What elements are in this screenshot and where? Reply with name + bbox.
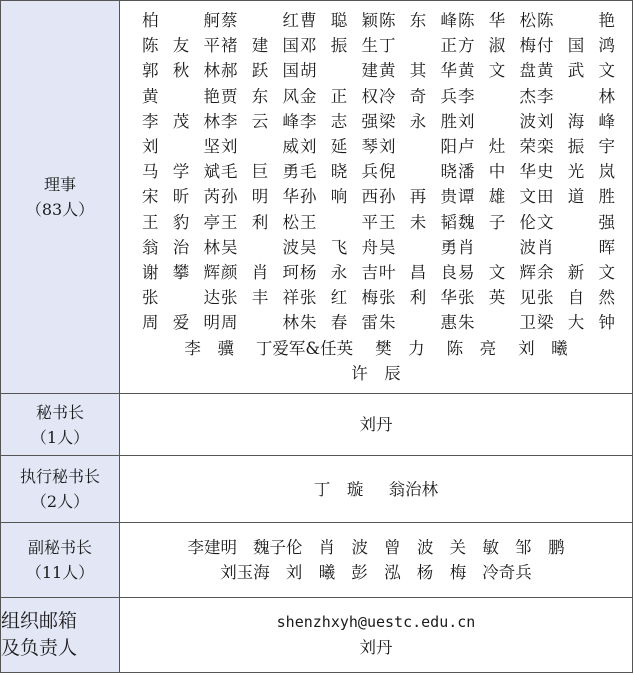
secretary-general-label-title: 秘书长 <box>35 402 84 422</box>
council-member-name: 金正权 <box>300 86 378 106</box>
deputy-secretary-name: 刘玉海 <box>220 563 270 582</box>
council-member-name: 余新文 <box>537 263 615 283</box>
executive-secretary-cell <box>120 456 633 523</box>
council-member-name: 黄武文 <box>537 61 615 81</box>
council-member-name: 潘中华 <box>458 162 536 182</box>
deputy-secretary-name: 彭 泓 <box>351 563 401 582</box>
council-member-name: 李云峰 <box>221 111 299 131</box>
council-member-name: 黄其华 <box>379 61 457 81</box>
council-member-name: 黄文盘 <box>458 61 536 81</box>
council-member-name: 卢灶荣 <box>458 137 536 157</box>
contact-person: 刘丹 <box>359 638 393 657</box>
council-member-name: 易文辉 <box>458 263 536 283</box>
council-member-name: 李 杰 <box>458 86 536 106</box>
council-label <box>1 1 120 394</box>
council-names-grid <box>120 8 632 336</box>
council-member-name: 吴 波 <box>221 237 299 257</box>
contact-label-line-2: 及负责人 <box>1 637 78 659</box>
deputy-secretary-label <box>1 523 120 598</box>
council-member-name: 张利华 <box>379 288 457 308</box>
deputy-secretary-name: 杨 梅 <box>416 563 467 582</box>
secretary-general-row <box>1 394 633 456</box>
council-member-name: 郭秋林 <box>142 61 220 81</box>
council-member-name: 刘 坚 <box>142 137 220 157</box>
council-member-name: 付国鸿 <box>537 36 615 56</box>
contact-label <box>1 598 120 673</box>
deputy-secretary-names-line-2 <box>120 560 632 585</box>
deputy-secretary-cell <box>120 523 633 598</box>
contact-cell <box>120 598 633 673</box>
council-extra-names <box>120 336 632 361</box>
council-member-name: 樊 力 <box>375 338 425 358</box>
deputy-secretary-name: 冷奇兵 <box>482 563 532 582</box>
council-member-name: 宋昕芮 <box>142 187 220 207</box>
council-member-name: 文 强 <box>537 212 615 232</box>
council-member-name: 丁 正 <box>379 36 457 56</box>
council-member-name: 吴飞舟 <box>300 237 378 257</box>
council-member-name: 王未韬 <box>379 212 457 232</box>
council-member-name: 肖 晖 <box>537 237 615 257</box>
council-member-name: 孙再贵 <box>379 187 457 207</box>
council-member-name: 颜肖珂 <box>221 263 299 283</box>
council-member-name: 王利松 <box>221 212 299 232</box>
contact-email: shenzhxyh@uestc.edu.cn <box>276 613 476 631</box>
deputy-secretary-name: 刘 曦 <box>285 563 336 582</box>
council-member-name: 刘延琴 <box>300 137 378 157</box>
council-member-name: 陈 亮 <box>446 338 497 358</box>
council-member-name: 李茂林 <box>142 111 220 131</box>
council-member-name: 陈 艳 <box>537 11 615 30</box>
council-member-name: 蔡 红 <box>221 11 299 30</box>
contact-row <box>1 598 633 673</box>
council-member-name: 刘 阳 <box>379 137 457 157</box>
council-member-name: 柏 舸 <box>142 11 220 30</box>
council-member-name: 周 林 <box>221 313 299 333</box>
executive-secretary-label-count: （2人） <box>30 492 90 511</box>
deputy-secretary-name: 魏子伦 <box>253 537 303 557</box>
deputy-secretary-name: 关 敏 <box>449 537 499 557</box>
deputy-secretary-name: 曾 波 <box>384 537 434 557</box>
council-member-name: 孙响西 <box>300 187 378 207</box>
council-member-name: 曹聪颖 <box>300 11 378 30</box>
deputy-secretary-names-line-1 <box>120 535 632 560</box>
council-member-name: 田道胜 <box>537 187 615 207</box>
council-member-name: 胡 建 <box>300 61 378 81</box>
council-member-name: 邓振生 <box>300 36 378 56</box>
deputy-secretary-label-title: 副秘书长 <box>27 538 92 557</box>
executive-secretary-label-title: 执行秘书长 <box>19 467 100 486</box>
council-member-name: 刘 曦 <box>518 338 568 358</box>
council-member-name: 朱 惠 <box>379 313 457 333</box>
council-member-name: 翁治林 <box>142 237 220 257</box>
council-member-name: 栾振宇 <box>537 137 615 157</box>
council-member-name: 刘 波 <box>458 111 536 131</box>
secretary-general-label-count: （1人） <box>30 427 90 447</box>
council-member-name: 褚建国 <box>221 36 299 56</box>
council-member-name: 朱春雷 <box>300 313 378 333</box>
council-member-name: 王豹亭 <box>142 212 220 232</box>
council-member-name: 贾东风 <box>221 86 299 106</box>
council-last-name-line <box>120 361 632 386</box>
council-member-name: 魏子伦 <box>458 212 536 232</box>
deputy-secretary-name: 肖 波 <box>318 537 368 557</box>
council-last-name: 许 辰 <box>351 363 401 383</box>
council-member-name: 叶昌良 <box>379 263 457 283</box>
council-member-name: 张丰祥 <box>221 288 299 308</box>
executive-secretary-name: 丁 璇 <box>313 479 364 499</box>
council-member-name: 陈华松 <box>458 11 536 30</box>
council-member-name: 冷奇兵 <box>379 86 457 106</box>
council-member-name: 张自然 <box>537 288 615 308</box>
contact-label-line-1: 组织邮箱 <box>1 610 78 632</box>
council-member-name: 刘海峰 <box>537 111 615 131</box>
council-member-name: 肖 波 <box>458 237 536 257</box>
council-label-title: 理事 <box>43 175 76 194</box>
council-member-name: 李 骥 <box>184 338 234 358</box>
council-member-name: 张英见 <box>458 288 536 308</box>
council-member-name: 陈东峰 <box>379 11 457 30</box>
council-row <box>1 1 633 394</box>
executive-secretary-row <box>1 456 633 523</box>
council-member-name: 丁爱军&任英 <box>255 338 354 358</box>
secretary-general-label <box>1 394 120 456</box>
council-member-name: 张红梅 <box>300 288 378 308</box>
council-member-name: 吴 勇 <box>379 237 457 257</box>
council-member-name: 陈友平 <box>142 36 220 56</box>
secretary-general-cell <box>120 394 633 456</box>
council-member-name: 倪 晓 <box>379 162 457 182</box>
council-member-name: 张 达 <box>142 288 220 308</box>
council-member-name: 孙明华 <box>221 187 299 207</box>
council-member-name: 刘 威 <box>221 137 299 157</box>
council-member-name: 梁大钟 <box>537 313 615 333</box>
council-member-name: 李志强 <box>300 111 378 131</box>
council-member-name: 方淑梅 <box>458 36 536 56</box>
council-member-name: 周爱明 <box>142 313 220 333</box>
council-member-name: 杨永吉 <box>300 263 378 283</box>
secretary-general-name: 刘丹 <box>359 415 393 434</box>
executive-secretary-name: 翁治林 <box>388 479 439 499</box>
council-member-name: 郝跃国 <box>221 61 299 81</box>
council-member-name: 王 平 <box>300 212 378 232</box>
deputy-secretary-name: 李建明 <box>187 537 237 557</box>
council-member-name: 史光岚 <box>537 162 615 182</box>
council-member-name: 毛晓兵 <box>300 162 378 182</box>
council-member-name: 谭雄文 <box>458 187 536 207</box>
council-names-cell <box>120 1 633 394</box>
council-member-name: 朱 卫 <box>458 313 536 333</box>
deputy-secretary-row <box>1 523 633 598</box>
council-label-count: （83人） <box>25 200 95 219</box>
council-member-name: 李 林 <box>537 86 615 106</box>
council-member-name: 谢攀辉 <box>142 263 220 283</box>
deputy-secretary-label-count: （11人） <box>25 563 95 582</box>
council-member-name: 梁永胜 <box>379 111 457 131</box>
deputy-secretary-name: 邹 鹏 <box>515 537 565 557</box>
council-member-name: 黄 艳 <box>142 86 220 106</box>
council-member-name: 毛巨勇 <box>221 162 299 182</box>
council-member-name: 马学斌 <box>142 162 220 182</box>
executive-secretary-label <box>1 456 120 523</box>
